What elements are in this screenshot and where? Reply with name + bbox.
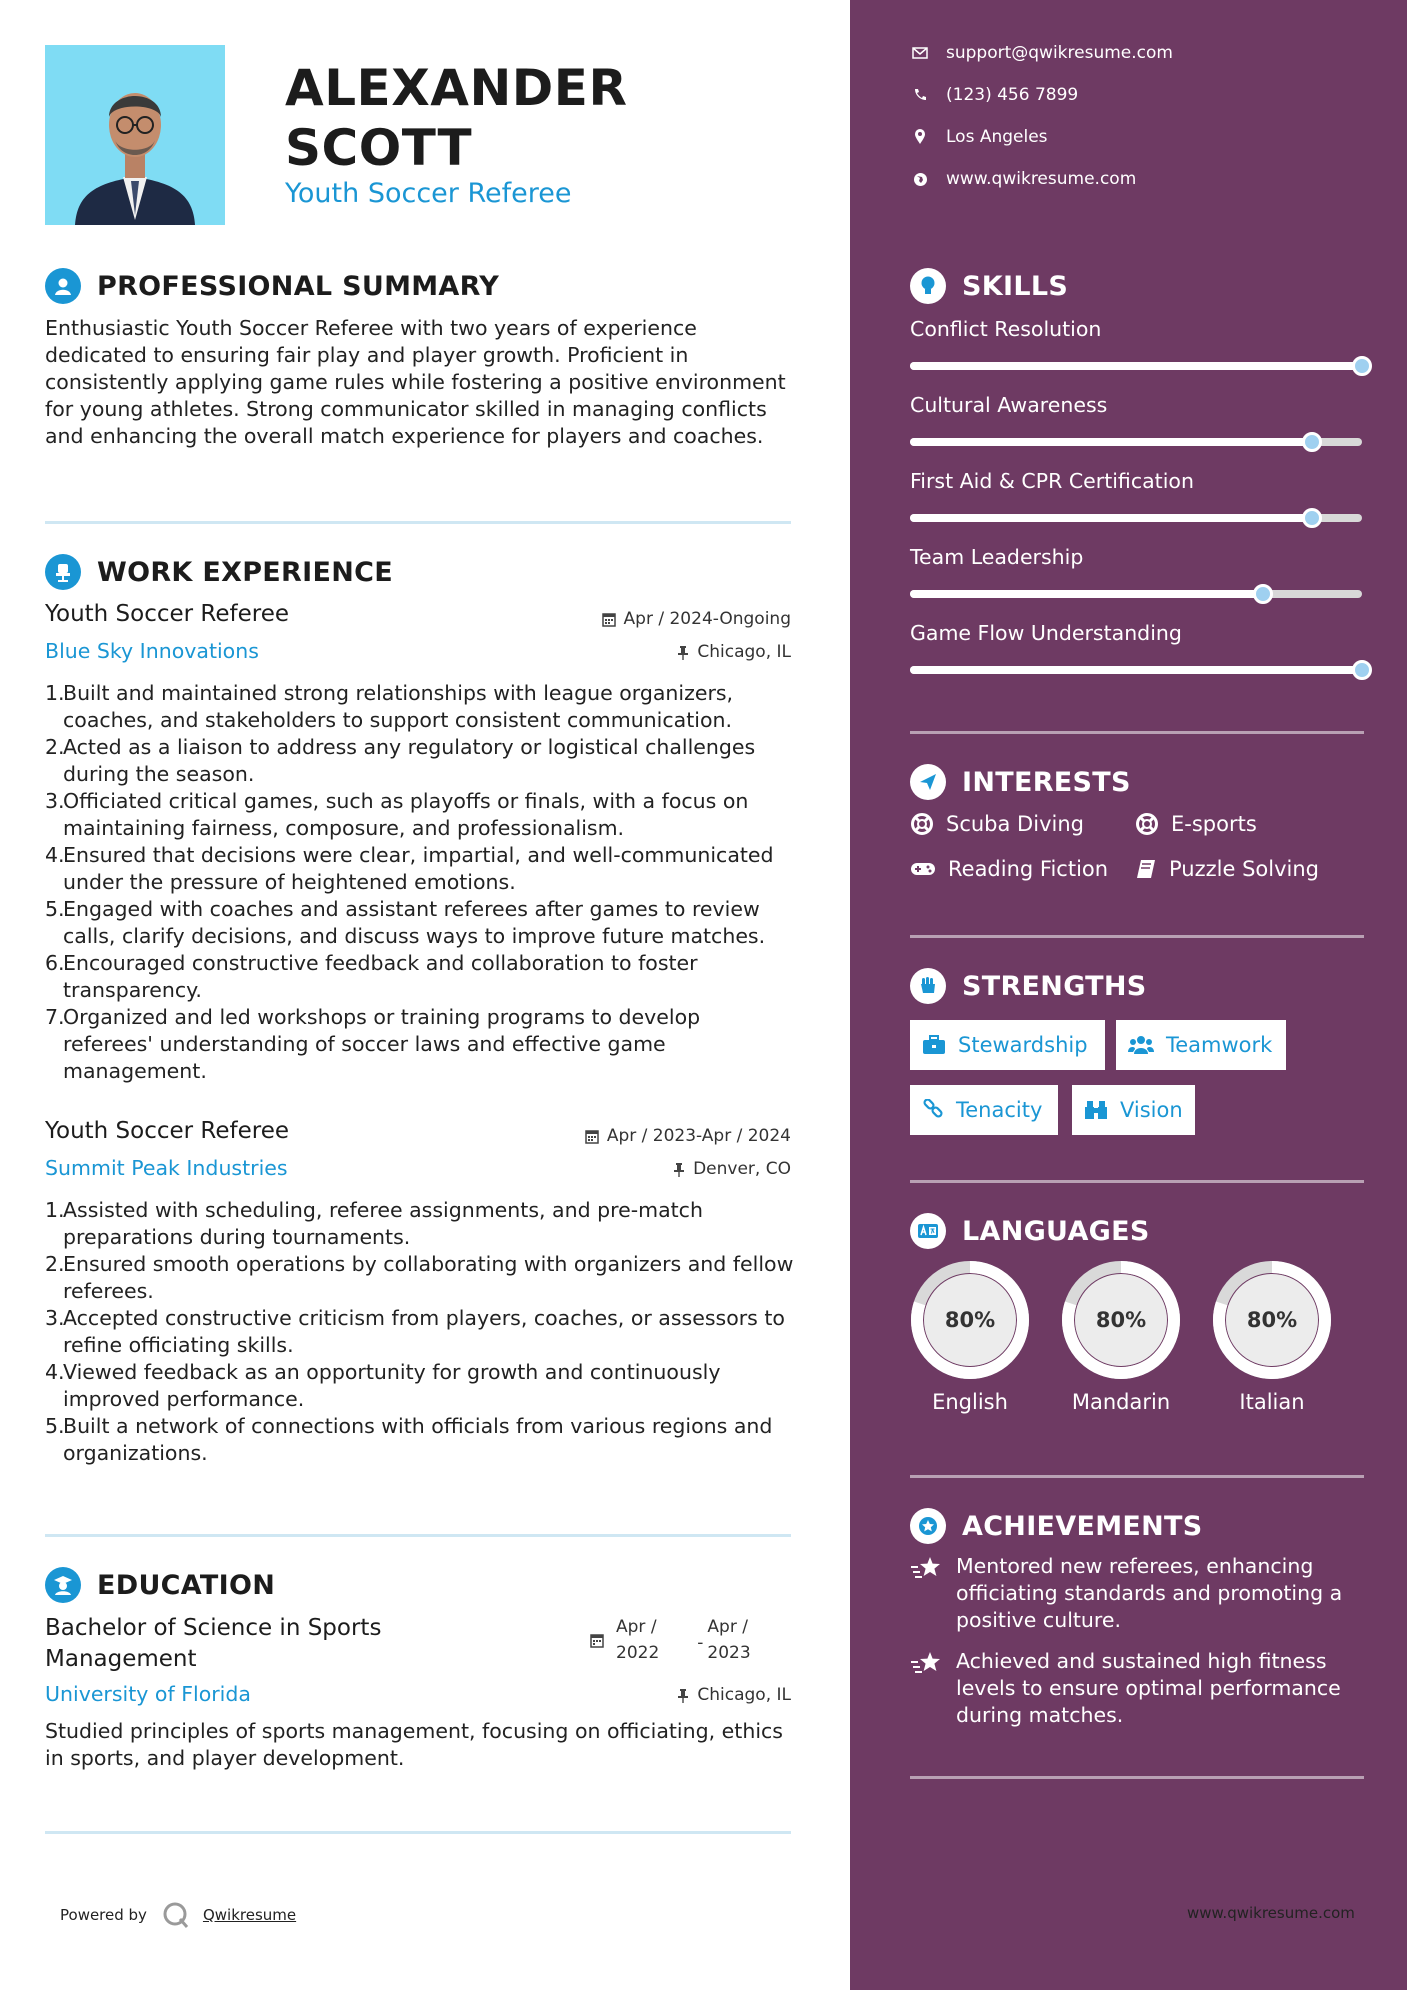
language-percent: 80% — [1095, 1308, 1147, 1332]
interests-heading — [910, 764, 1131, 800]
education-end — [707, 1614, 750, 1666]
phone-text: (123) 456 7899 — [946, 85, 1079, 105]
interest-label: Puzzle Solving — [1169, 857, 1319, 881]
gamepad-icon — [910, 860, 936, 878]
education-location-text: Chicago, IL — [697, 1685, 791, 1705]
education-location — [677, 1685, 791, 1705]
skill-bar — [910, 438, 1362, 446]
qwikresume-logo-icon — [161, 1900, 191, 1930]
skill-name: Cultural Awareness — [910, 393, 1108, 417]
skill-bar-knob — [1302, 432, 1322, 452]
divider — [45, 521, 791, 524]
skill-bar-fill — [910, 438, 1312, 446]
powered-by-label: Powered by — [60, 1906, 147, 1924]
degree-line-1: Bachelor of Science in Sports — [45, 1615, 382, 1641]
email-text[interactable]: support@qwikresume.com — [946, 43, 1173, 63]
user-icon — [45, 268, 81, 304]
education-start-year: 2022 — [616, 1643, 660, 1663]
strength-label: Stewardship — [958, 1033, 1088, 1057]
strengths-heading — [910, 968, 1147, 1004]
divider — [910, 1180, 1364, 1183]
skill-bar — [910, 514, 1362, 522]
life-ring-icon — [910, 812, 934, 836]
summary-text: Enthusiastic Youth Soccer Referee with two years of experience dedicated to ensuring fair play and player growth. Proficient in consistently applying game rules while fostering a positive environment for young athletes. Strong communicator skilled in managing conflicts and enhancing the overall match experience for players and coaches. — [45, 316, 786, 448]
strength-tag — [1072, 1085, 1195, 1135]
last-name: SCOTT — [285, 119, 473, 177]
job2-date-text: Apr / 2023-Apr / 2024 — [606, 1126, 791, 1146]
briefcase-icon — [922, 1035, 946, 1055]
qwikresume-link[interactable]: Qwikresume — [202, 1906, 297, 1924]
skill-bar — [910, 666, 1362, 674]
interest-item — [1135, 857, 1319, 881]
star-badge-icon — [910, 1508, 946, 1544]
strength-label: Vision — [1120, 1098, 1183, 1122]
work-title: WORK EXPERIENCE — [97, 556, 393, 588]
bullet-item — [45, 1004, 795, 1085]
job2-title: Youth Soccer Referee — [45, 1118, 290, 1144]
bullet-item — [45, 842, 795, 896]
footer-website[interactable]: www.qwikresume.com — [1187, 1904, 1355, 1922]
education-heading — [45, 1567, 275, 1603]
job1-location — [677, 642, 791, 662]
job-title: Youth Soccer Referee — [285, 178, 572, 209]
language-name: Mandarin — [1071, 1390, 1171, 1414]
powered-by — [60, 1900, 296, 1930]
bullet-item — [45, 734, 795, 788]
fist-icon — [910, 968, 946, 1004]
degree-line-2: Management — [45, 1646, 197, 1672]
translate-icon — [910, 1213, 946, 1249]
sidebar — [850, 0, 1407, 1990]
contact-location — [910, 127, 1048, 147]
bullet-text: Accepted constructive criticism from players, coaches, or assessors to refine officiating skills. — [63, 1306, 785, 1357]
skill-bar-fill — [910, 666, 1362, 674]
job1-title: Youth Soccer Referee — [45, 601, 290, 627]
profile-photo — [45, 45, 225, 225]
divider — [910, 1475, 1364, 1478]
bullet-number: 2. — [45, 735, 65, 759]
bullet-number: 3. — [45, 789, 65, 813]
language-item — [1212, 1260, 1332, 1414]
job2-date — [585, 1126, 791, 1146]
strength-label: Tenacity — [956, 1098, 1043, 1122]
school: University of Florida — [45, 1682, 251, 1706]
job2-company: Summit Peak Industries — [45, 1156, 288, 1180]
bullet-text: Officiated critical games, such as playoffs or finals, with a focus on maintaining fairness, composure, and professionalism. — [63, 789, 749, 840]
divider — [910, 731, 1364, 734]
interests-title: INTERESTS — [962, 766, 1131, 798]
bullet-number: 1. — [45, 681, 65, 705]
language-percent: 80% — [944, 1308, 996, 1332]
bullet-number: 6. — [45, 951, 65, 975]
achievements-heading — [910, 1508, 1203, 1544]
skills-title: SKILLS — [962, 270, 1069, 302]
strength-tag — [910, 1085, 1058, 1135]
lightbulb-icon — [910, 268, 946, 304]
education-date — [590, 1614, 751, 1666]
phone-icon — [910, 88, 930, 102]
bullet-number: 5. — [45, 1414, 65, 1438]
language-name: Italian — [1239, 1390, 1305, 1414]
achievement-text: Achieved and sustained high fitness levels to ensure optimal performance during matches. — [956, 1649, 1341, 1727]
bullet-number: 3. — [45, 1306, 65, 1330]
bullet-number: 1. — [45, 1198, 65, 1222]
bullet-number: 5. — [45, 897, 65, 921]
full-name — [285, 58, 627, 178]
life-ring-icon — [1135, 812, 1159, 836]
bullet-item — [45, 1359, 795, 1413]
skill-bar-knob — [1352, 660, 1372, 680]
skill-name: First Aid & CPR Certification — [910, 469, 1194, 493]
skill-bar-fill — [910, 590, 1263, 598]
job1-date — [602, 609, 791, 629]
bullet-number: 7. — [45, 1005, 65, 1029]
bullet-item — [45, 950, 795, 1004]
pin-icon — [677, 1688, 689, 1703]
calendar-icon — [602, 612, 616, 627]
calendar-icon — [585, 1129, 599, 1144]
bullet-number: 4. — [45, 843, 65, 867]
bullet-text: Ensured smooth operations by collaborating with organizers and fellow referees. — [63, 1252, 794, 1303]
pin-icon — [673, 1162, 685, 1177]
skills-heading — [910, 268, 1068, 304]
location-text: Los Angeles — [946, 127, 1048, 147]
binoculars-icon — [1084, 1099, 1108, 1121]
education-end-month: Apr / — [707, 1617, 748, 1637]
paper-plane-icon — [910, 764, 946, 800]
bullet-text: Organized and led workshops or training programs to develop referees' understanding of soccer laws and effective game management. — [63, 1005, 701, 1083]
education-start — [616, 1614, 659, 1666]
interest-item — [1135, 812, 1257, 836]
skill-name: Conflict Resolution — [910, 317, 1102, 341]
skill-bar-fill — [910, 514, 1312, 522]
education-date-sep: - — [697, 1633, 704, 1653]
work-heading — [45, 554, 393, 590]
bullet-text: Acted as a liaison to address any regulatory or logistical challenges during the season. — [63, 735, 756, 786]
achievement-item — [910, 1648, 1370, 1729]
bullet-text: Assisted with scheduling, referee assignments, and pre-match preparations during tournaments. — [63, 1198, 703, 1249]
interest-label: Reading Fiction — [948, 857, 1109, 881]
languages-heading — [910, 1213, 1150, 1249]
pin-icon — [677, 645, 689, 660]
skill-bar-fill — [910, 362, 1362, 370]
bullet-number: 4. — [45, 1360, 65, 1384]
education-title: EDUCATION — [97, 1569, 276, 1601]
interest-item — [910, 857, 1108, 881]
summary-title: PROFESSIONAL SUMMARY — [97, 270, 500, 302]
language-percent: 80% — [1246, 1308, 1298, 1332]
website-text[interactable]: www.qwikresume.com — [946, 169, 1137, 189]
skill-bar-knob — [1352, 356, 1372, 376]
map-marker-icon — [910, 129, 930, 145]
summary-heading — [45, 268, 499, 304]
globe-icon — [910, 172, 930, 187]
chair-icon — [45, 554, 81, 590]
job2-bullets — [45, 1197, 795, 1467]
graduate-icon — [45, 1567, 81, 1603]
link-icon — [922, 1099, 944, 1121]
skill-bar-knob — [1253, 584, 1273, 604]
book-icon — [1135, 858, 1157, 880]
bullet-text: Encouraged constructive feedback and collaboration to foster transparency. — [63, 951, 698, 1002]
job2-location — [673, 1159, 791, 1179]
shooting-star-icon — [910, 1648, 956, 1729]
interest-label: Scuba Diving — [946, 812, 1084, 836]
strength-tag — [1116, 1020, 1286, 1070]
divider — [910, 1776, 1364, 1779]
skill-bar — [910, 362, 1362, 370]
job1-date-text: Apr / 2024-Ongoing — [623, 609, 791, 629]
skill-bar-knob — [1302, 508, 1322, 528]
bullet-item — [45, 680, 795, 734]
divider — [910, 935, 1364, 938]
contact-website — [910, 169, 1136, 189]
job1-company: Blue Sky Innovations — [45, 639, 259, 663]
education-end-year: 2023 — [707, 1643, 751, 1663]
bullet-item — [45, 788, 795, 842]
divider — [45, 1831, 791, 1834]
job1-bullets — [45, 680, 795, 1085]
achievement-item — [910, 1553, 1370, 1634]
language-item — [1061, 1260, 1181, 1414]
divider — [45, 1534, 791, 1537]
bullet-text: Viewed feedback as an opportunity for growth and continuously improved performance. — [63, 1360, 721, 1411]
achievement-text: Mentored new referees, enhancing officiating standards and promoting a positive culture. — [956, 1554, 1343, 1632]
strengths-title: STRENGTHS — [962, 970, 1147, 1002]
strength-label: Teamwork — [1166, 1033, 1273, 1057]
language-item — [910, 1260, 1030, 1414]
languages-title: LANGUAGES — [962, 1215, 1150, 1247]
shooting-star-icon — [910, 1553, 956, 1634]
strength-tag — [910, 1020, 1105, 1070]
skill-name: Game Flow Understanding — [910, 621, 1182, 645]
bullet-item — [45, 1413, 795, 1467]
bullet-text: Ensured that decisions were clear, impartial, and well-communicated under the pressure of heightened emotions. — [63, 843, 774, 894]
language-name: English — [932, 1390, 1008, 1414]
job2-location-text: Denver, CO — [693, 1159, 791, 1179]
skill-name: Team Leadership — [910, 545, 1084, 569]
degree — [45, 1613, 381, 1675]
bullet-text: Built a network of connections with officials from various regions and organizations. — [63, 1414, 773, 1465]
envelope-icon — [910, 47, 930, 59]
bullet-number: 2. — [45, 1252, 65, 1276]
bullet-item — [45, 1305, 795, 1359]
bullet-text: Built and maintained strong relationships with league organizers, coaches, and stakeholders to support consistent communication. — [63, 681, 734, 732]
interest-item — [910, 812, 1084, 836]
bullet-text: Engaged with coaches and assistant referees after games to review calls, clarify decisions, and discuss ways to improve future matches. — [63, 897, 766, 948]
first-name: ALEXANDER — [285, 59, 628, 117]
contact-phone — [910, 85, 1078, 105]
skill-bar — [910, 590, 1362, 598]
bullet-item — [45, 1251, 795, 1305]
interest-label: E-sports — [1171, 812, 1257, 836]
education-start-month: Apr / — [616, 1617, 657, 1637]
job1-location-text: Chicago, IL — [697, 642, 791, 662]
bullet-item — [45, 896, 795, 950]
achievements-title: ACHIEVEMENTS — [962, 1510, 1203, 1542]
contact-email — [910, 43, 1173, 63]
education-text: Studied principles of sports management, focusing on officiating, ethics in sports, and player development. — [45, 1719, 783, 1770]
bullet-item — [45, 1197, 795, 1251]
calendar-icon — [590, 1633, 604, 1648]
users-icon — [1128, 1035, 1154, 1055]
